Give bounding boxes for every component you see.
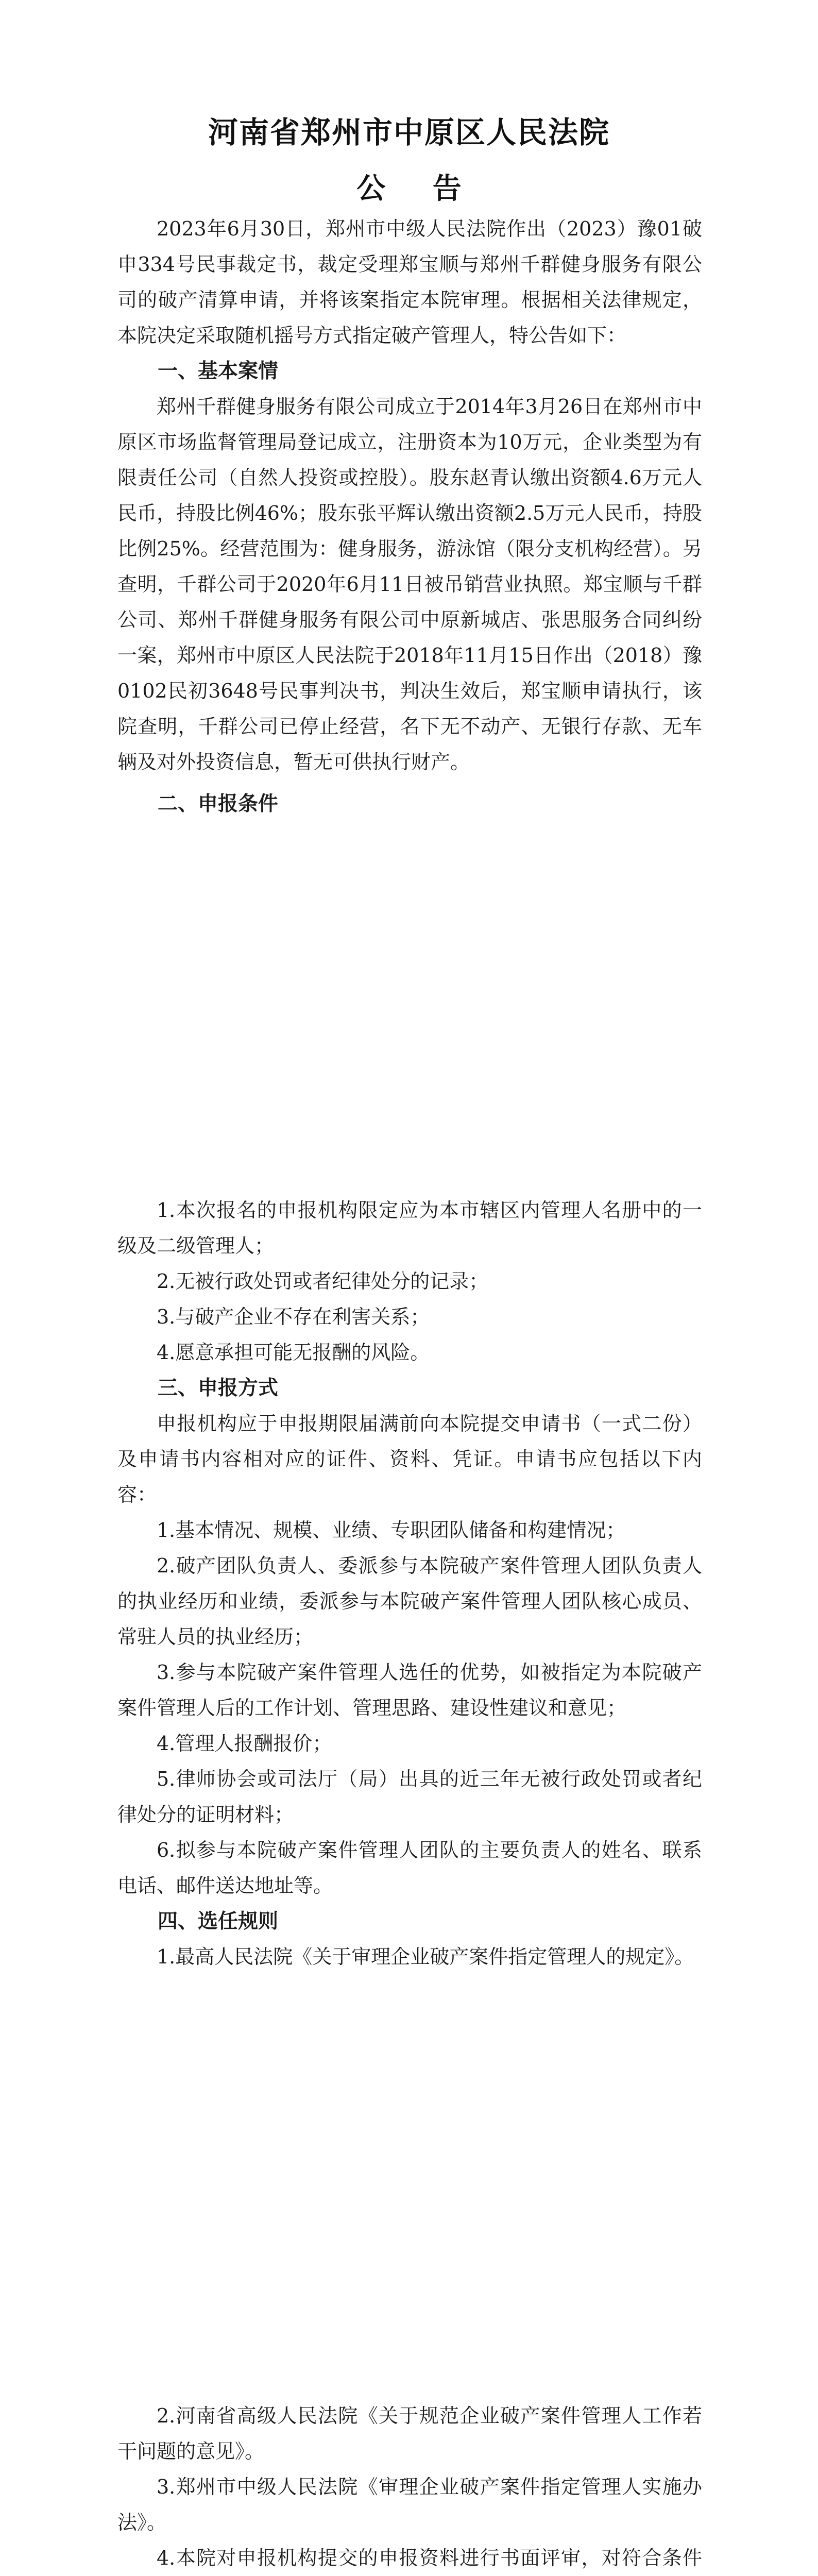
section-3-heading: 三、申报方式	[158, 1377, 279, 1400]
section-4-heading: 四、选任规则	[158, 1910, 279, 1933]
condition-item: 4.愿意承担可能无报酬的风险。	[157, 1341, 430, 1364]
rule-item: 2.河南省高级人民法院《关于规范企业破产案件管理人工作若干问题的意见》。	[117, 2404, 702, 2463]
block-conditions	[117, 1193, 702, 1975]
intro-paragraph: 2023年6月30日，郑州市中级人民法院作出（2023）豫01破申334号民事裁定书，裁定受理郑宝顺与郑州千群健身服务有限公司的破产清算申请，并将该案指定本院审理。根据相关法律规定，本院决定采取随机摇号方式指定破产管理人，特公告如下：	[117, 217, 702, 347]
application-item: 1.基本情况、规模、业绩、专职团队储备和构建情况；	[157, 1519, 626, 1541]
block-intro	[117, 211, 702, 822]
section-1-heading: 一、基本案情	[158, 360, 279, 383]
application-item: 5.律师协会或司法厅（局）出具的近三年无被行政处罚或者纪律处分的证明材料；	[117, 1768, 702, 1826]
section-3-intro: 申报机构应于申报期限届满前向本院提交申请书（一式二份）及申请书内容相对应的证件、资料、凭证。申请书应包括以下内容：	[117, 1412, 702, 1506]
condition-item: 2.无被行政处罚或者纪律处分的记录；	[157, 1270, 489, 1293]
block-rules	[117, 2398, 702, 2576]
rule-item: 3.郑州市中级人民法院《审理企业破产案件指定管理人实施办法》。	[117, 2476, 702, 2534]
application-item: 6.拟参与本院破产案件管理人团队的主要负责人的姓名、联系电话、邮件送达地址等。	[117, 1839, 702, 1897]
notice-title: 公 告	[356, 172, 480, 206]
application-item: 3.参与本院破产案件管理人选任的优势，如被指定为本院破产案件管理人后的工作计划、管理思路、建设性建议和意见；	[117, 1661, 702, 1719]
court-name-title: 河南省郑州市中原区人民法院	[208, 115, 610, 150]
condition-item: 1.本次报名的申报机构限定应为本市辖区内管理人名册中的一级及二级管理人；	[117, 1199, 702, 1257]
application-item: 4.管理人报酬报价；	[157, 1732, 332, 1755]
condition-item: 3.与破产企业不存在利害关系；	[157, 1306, 430, 1328]
section-1-body: 郑州千群健身服务有限公司成立于2014年3月26日在郑州市中原区市场监督管理局登记成立，注册资本为10万元，企业类型为有限责任公司（自然人投资或控股）。股东赵青认缴出资额4.6万元人民币，持股比例46%；股东张平辉认缴出资额2.5万元人民币，持股比例25%。经营范围为：健身服务，游泳馆（限分支机构经营）。另查明，千群公司于2020年6月11日被吊销营业执照。郑宝顺与千群公司、郑州千群健身服务有限公司中原新城店、张思服务合同纠纷一案，郑州市中原区人民法院于2018年11月15日作出（2018）豫0102民初3648号民事判决书，判决生效后，郑宝顺申请执行，该院查明，千群公司已停止经营，名下无不动产、无银行存款、无车辆及对外投资信息，暂无可供执行财产。	[117, 395, 702, 773]
section-2-heading: 二、申报条件	[158, 792, 279, 816]
rule-item: 1.最高人民法院《关于审理企业破产案件指定管理人的规定》。	[157, 1945, 694, 1968]
rule-item: 4.本院对申报机构提交的申报资料进行书面评审，对符合条件	[157, 2547, 702, 2569]
application-item: 2.破产团队负责人、委派参与本院破产案件管理人团队负责人的执业经历和业绩，委派参与本院破产案件管理人团队核心成员、常驻人员的执业经历；	[117, 1554, 702, 1648]
